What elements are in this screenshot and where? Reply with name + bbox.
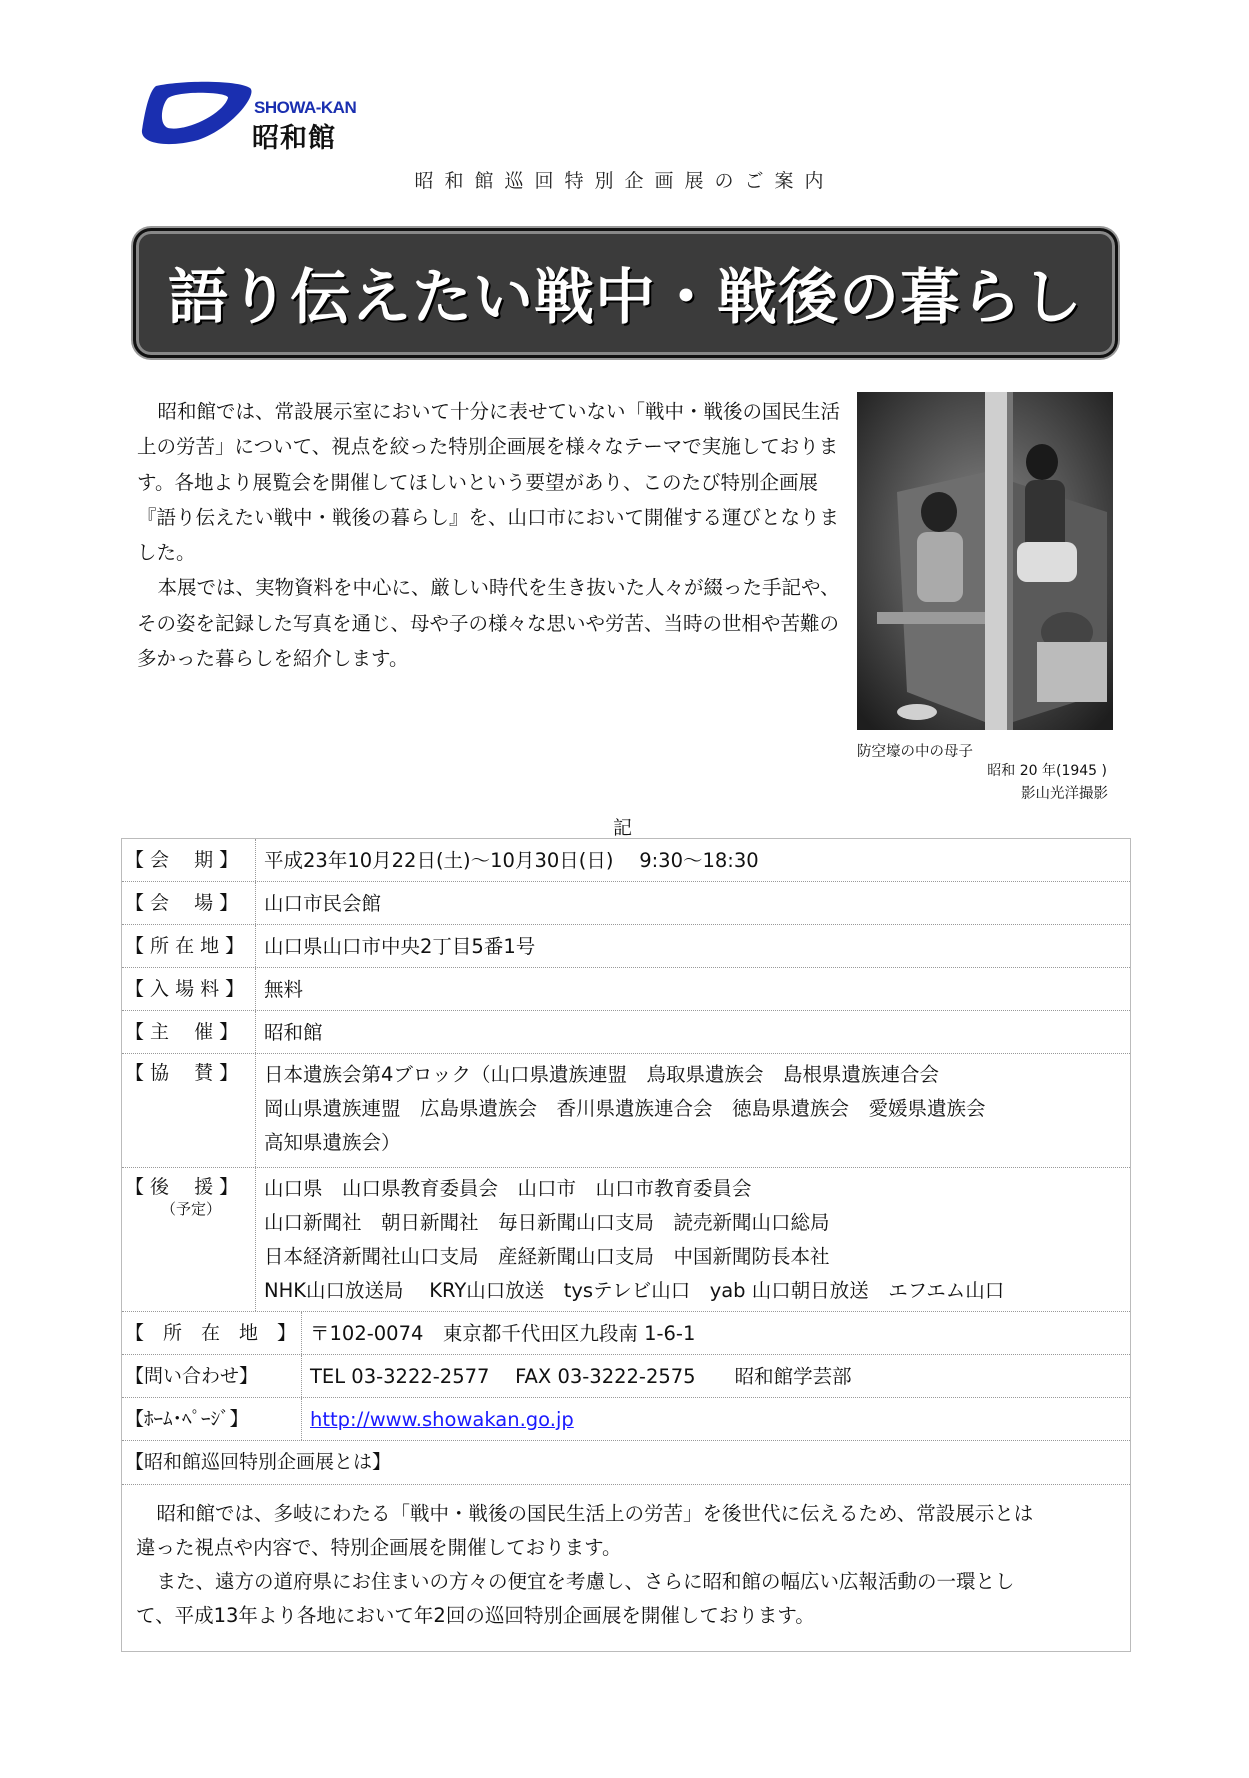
row-support <box>122 1168 1130 1312</box>
homepage-link[interactable]: http://www.showakan.go.jp <box>310 1408 574 1431</box>
about-heading: 【昭和館巡回特別企画展とは】 <box>125 1451 392 1473</box>
support-line: NHK山口放送局 KRY山口放送 tysテレビ山口 yab 山口朝日放送 エフエム山口 <box>264 1279 1005 1302</box>
title-banner <box>133 228 1118 358</box>
homepage-label: 【ﾎｰﾑ･ﾍﾟｰｼﾞ】 <box>122 1398 302 1440</box>
intro-paragraph-1: 昭和館では、常設展示室において十分に表せていない「戦中・戦後の国民生活上の労苦」について、視点を絞った特別企画展を様々なテーマで実施しております。各地より展覧会を開催してほしいという要望があり、このたび特別企画展『語り伝えたい戦中・戦後の暮らし』を、山口市において開催する運びとなりました。 <box>137 400 840 565</box>
contact-value: TEL 03-3222-2577 FAX 03-3222-2575 昭和館学芸部 <box>310 1365 852 1388</box>
about-paragraph-2a: また、遠方の道府県にお住まいの方々の便宜を考慮し、さらに昭和館の幅広い広報活動の一環とし <box>156 1570 1015 1593</box>
period-label: 【 会 期 】 <box>122 839 256 881</box>
page-title: 語り伝えたい戦中・戦後の暮らし <box>168 263 1083 333</box>
intro-paragraph-2: 本展では、実物資料を中心に、厳しい時代を生き抜いた人々が綴った手記や、その姿を記録した写真を通じ、母や子の様々な思いや労苦、当時の世相や苦難の多かった暮らしを紹介します。 <box>137 576 840 671</box>
venue-value: 山口市民会館 <box>264 892 382 915</box>
host-label: 【 主 催 】 <box>122 1011 256 1053</box>
cosponsor-value <box>256 1054 1130 1167</box>
venue-label: 【 会 場 】 <box>122 882 256 924</box>
row-contact <box>122 1355 1130 1398</box>
logo-text-ja: 昭和館 <box>252 123 336 154</box>
support-line: 日本経済新聞社山口支局 産経新聞山口支局 中国新聞防長本社 <box>264 1245 830 1268</box>
row-host <box>122 1011 1130 1054</box>
photo-caption: 防空壕の中の母子 <box>857 744 973 760</box>
cosponsor-line: 日本遺族会第4ブロック（山口県遺族連盟 鳥取県遺族会 島根県遺族連合会 <box>264 1063 940 1086</box>
logo-text-en: SHOWA-KAN <box>254 98 357 117</box>
row-period <box>122 839 1130 882</box>
location-value: 〒102-0074 東京都千代田区九段南 1-6-1 <box>310 1322 696 1345</box>
cosponsor-label: 【 協 賛 】 <box>122 1054 256 1167</box>
intro-text <box>137 394 847 676</box>
contact-label: 【問い合わせ】 <box>122 1355 302 1397</box>
air-raid-shelter-photo <box>857 392 1113 730</box>
support-label: 【 後 援 】 <box>125 1176 239 1198</box>
row-homepage <box>122 1398 1130 1441</box>
photo-credit: 影山光洋撮影 <box>1021 786 1108 802</box>
support-line: 山口県 山口県教育委員会 山口市 山口市教育委員会 <box>264 1177 752 1200</box>
row-fee <box>122 968 1130 1011</box>
about-paragraph-2b: て、平成13年より各地において年2回の巡回特別企画展を開催しております。 <box>136 1604 815 1627</box>
fee-label: 【 入 場 料 】 <box>122 968 256 1010</box>
row-venue <box>122 882 1130 925</box>
host-value: 昭和館 <box>264 1021 323 1044</box>
notice-heading: 昭和館巡回特別企画展のご案内 <box>414 170 835 192</box>
about-text <box>122 1485 1130 1651</box>
fee-value: 無料 <box>264 978 304 1001</box>
row-location <box>122 1312 1130 1355</box>
homepage-value-cell <box>302 1398 1130 1440</box>
row-about-heading <box>122 1441 1130 1485</box>
about-paragraph-1b: 違った視点や内容で、特別企画展を開催しております。 <box>136 1536 622 1559</box>
support-line: 山口新聞社 朝日新聞社 毎日新聞山口支局 読売新聞山口総局 <box>264 1211 830 1234</box>
support-label-cell <box>122 1168 256 1311</box>
photo-date: 昭和 20 年(1945 ) <box>987 763 1107 779</box>
about-paragraph-1a: 昭和館では、多岐にわたる「戦中・戦後の国民生活上の労苦」を後世代に伝えるため、常設展示とは <box>156 1502 1034 1525</box>
address-label: 【 所 在 地 】 <box>122 925 256 967</box>
cosponsor-line: 岡山県遺族連盟 広島県遺族会 香川県遺族連合会 徳島県遺族会 愛媛県遺族会 <box>264 1097 986 1120</box>
ki-mark: 記 <box>613 817 633 839</box>
showakan-logo <box>138 78 358 158</box>
logo-ring-icon <box>138 78 258 148</box>
period-value: 平成23年10月22日(土)～10月30日(日) 9:30～18:30 <box>264 849 759 872</box>
row-address <box>122 925 1130 968</box>
support-value <box>256 1168 1130 1311</box>
row-cosponsor <box>122 1054 1130 1168</box>
cosponsor-line: 高知県遺族会） <box>264 1131 401 1154</box>
location-label: 【 所 在 地 】 <box>122 1312 302 1354</box>
address-value: 山口県山口市中央2丁目5番1号 <box>264 935 536 958</box>
support-sub: （予定） <box>161 1200 222 1218</box>
info-table <box>121 838 1131 1652</box>
